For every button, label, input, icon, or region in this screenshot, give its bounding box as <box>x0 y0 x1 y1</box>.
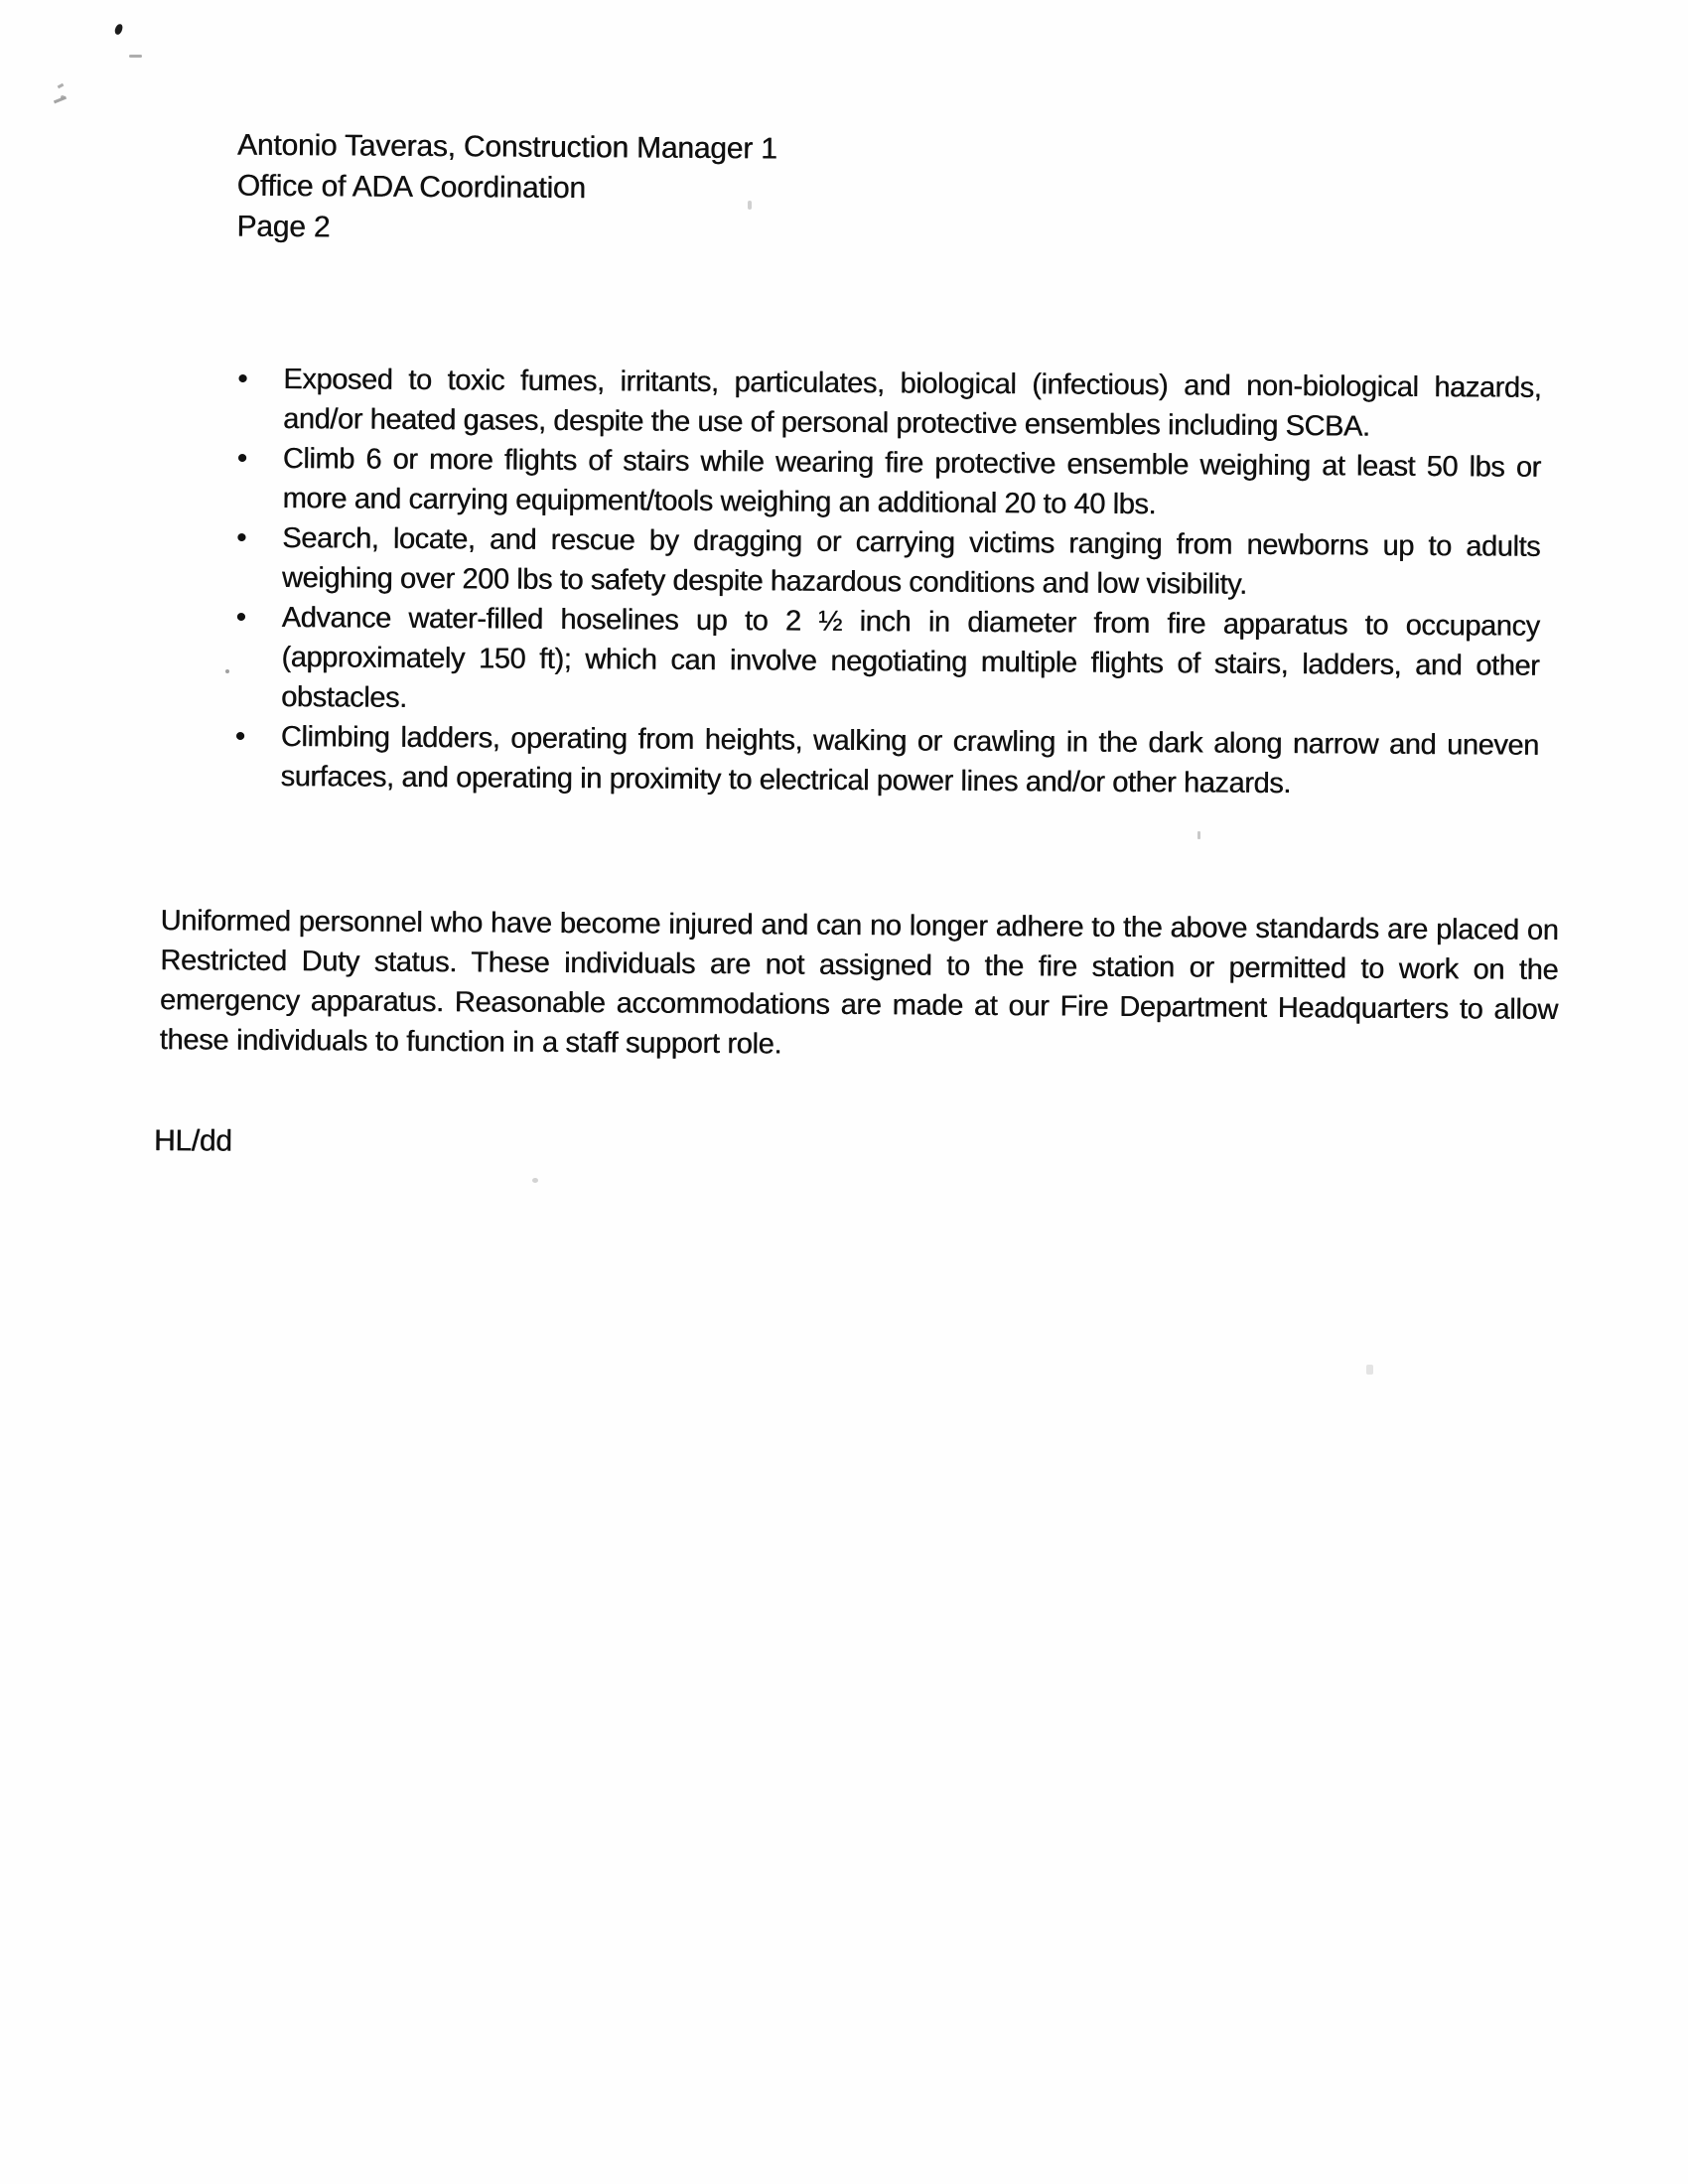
duties-bullet-list <box>232 360 1541 805</box>
bullet-marker-icon: • <box>234 720 245 753</box>
letter-header <box>236 125 776 251</box>
bullet-marker-icon: • <box>237 363 248 395</box>
header-addressee: Antonio Taveras, Construction Manager 1 <box>236 128 777 166</box>
bullet-text: Search, locate, and rescue by dragging or carrying victims ranging from newborns up to adults weighing over 200 lbs to safety despite hazardous conditions and low visibility. <box>281 521 1541 601</box>
bullet-marker-icon: • <box>235 601 246 634</box>
bullet-text: Advance water-filled hoselines up to 2 ½ inch in diameter from fire apparatus to occupancy (approximately 150 ft); which can involve negotiating multiple flights of stairs, ladders, and other obstacles. <box>280 601 1540 714</box>
header-page-number: Page 2 <box>236 210 331 244</box>
header-office: Office of ADA Coordination <box>236 169 586 206</box>
bullet-text: Climb 6 or more flights of stairs while wearing fire protective ensemble weighing at least 50 lbs or more and carrying equipment/tools weighing an additional 20 to 40 lbs. <box>282 442 1541 521</box>
bullet-marker-icon: • <box>236 521 247 554</box>
body-paragraph: Uniformed personnel who have become injured and can no longer adhere to the above standards are placed on Restricted Duty status. These individuals are not assigned to the fire station or permitted to work on the emergency apparatus. Reasonable accommodations are made at our Fire Department Headquarters to allow these individuals to function in a staff support role. <box>159 905 1559 1061</box>
bullet-item-advance-hoselines <box>233 598 1540 726</box>
bullet-marker-icon: • <box>236 442 247 475</box>
bullet-text: Climbing ladders, operating from heights, walking or crawling in the dark along narrow and uneven surfaces, and operating in proximity to electrical power lines and/or other hazards. <box>280 720 1539 801</box>
bullet-item-search-rescue <box>234 518 1541 607</box>
bullet-item-exposed-hazards <box>235 360 1542 448</box>
typist-initials: HL/dd <box>153 1124 232 1158</box>
bullet-item-climb-stairs <box>234 439 1541 527</box>
bullet-text: Exposed to toxic fumes, irritants, particulates, biological (infectious) and non-biological hazards, and/or heated gases, despite the use of personal protective ensembles including SCBA. <box>282 364 1542 443</box>
bullet-item-climbing-ladders <box>232 717 1539 805</box>
